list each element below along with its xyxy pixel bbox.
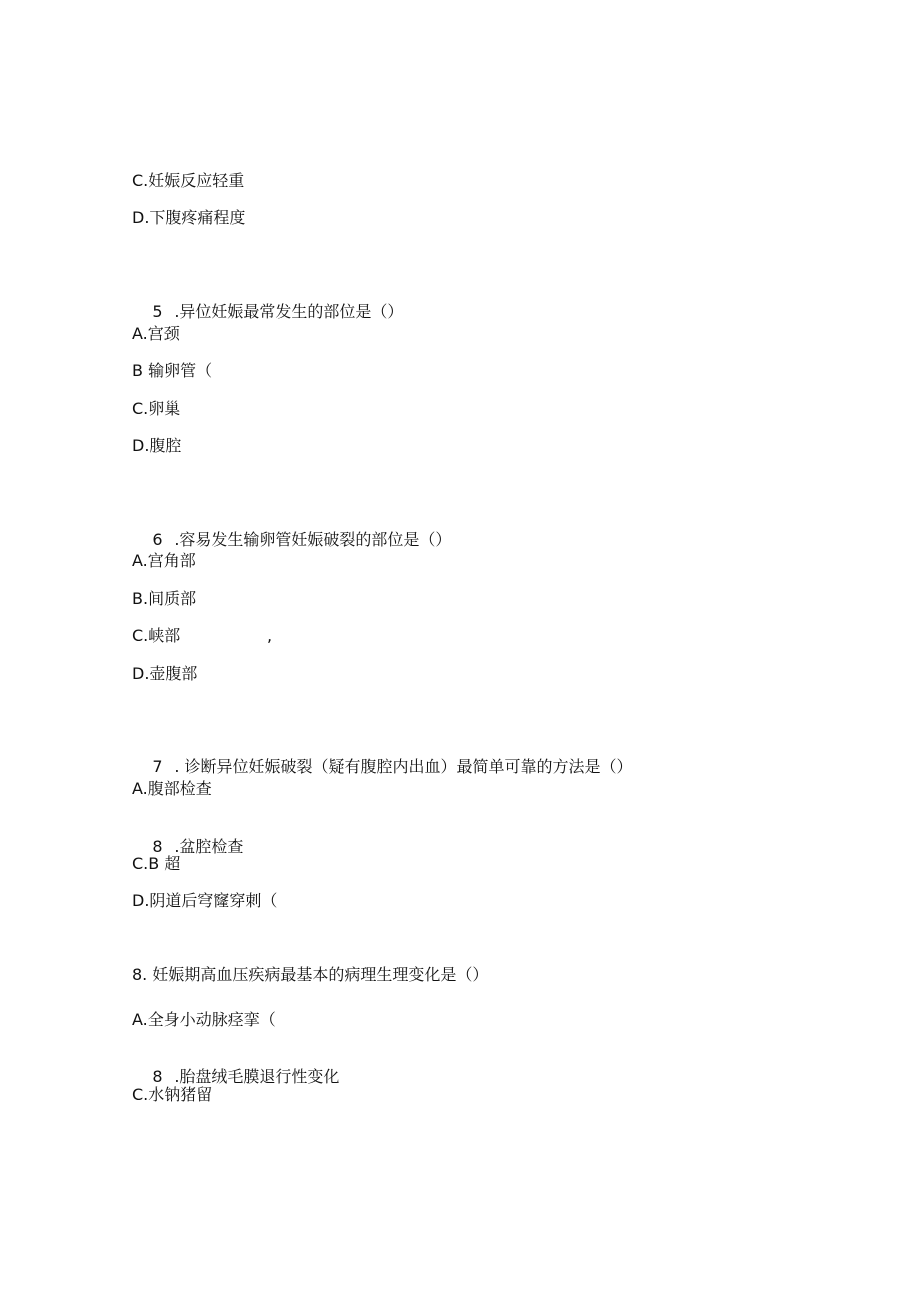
option-c: C.B 超 — [132, 854, 181, 873]
question-text: .异位妊娠最常发生的部位是（） — [174, 302, 404, 321]
option-a: A.宫颈 — [132, 324, 180, 343]
option-b: B.间质部 — [132, 589, 197, 608]
stray-comma: , — [267, 626, 273, 645]
option-c: C.水钠猪留 — [132, 1085, 213, 1104]
option-text: .胎盘绒毛膜退行性变化 — [174, 1067, 340, 1086]
option-d: D.阴道后穹窿穿刺（ — [132, 891, 278, 910]
option-text: .盆腔检查 — [174, 837, 244, 856]
question-number: 5 — [152, 302, 163, 321]
option-number: 8 — [152, 837, 163, 856]
option-c: C.妊娠反应轻重 — [132, 171, 245, 190]
question-text: . 诊断异位妊娠破裂（疑有腹腔内出血）最简单可靠的方法是（） — [174, 757, 633, 776]
option-a: A.腹部检查 — [132, 779, 212, 798]
option-d: D.腹腔 — [132, 436, 182, 455]
option-c: C.峡部 — [132, 626, 181, 645]
option-a: A.宫角部 — [132, 551, 196, 570]
option-c: C.卵巢 — [132, 399, 181, 418]
option-number: 8 — [152, 1067, 163, 1086]
question-number: 7 — [152, 757, 163, 776]
option-d: D.壶腹部 — [132, 664, 198, 683]
option-a: A.全身小动脉痉挛（ — [132, 1010, 276, 1029]
question-text: .容易发生输卵管妊娠破裂的部位是（） — [174, 530, 452, 549]
question-8: 8. 妊娠期高血压疾病最基本的病理生理变化是（） — [132, 965, 489, 984]
question-number: 6 — [152, 530, 163, 549]
option-d: D.下腹疼痛程度 — [132, 208, 246, 227]
option-b: B 输卵管（ — [132, 361, 213, 380]
